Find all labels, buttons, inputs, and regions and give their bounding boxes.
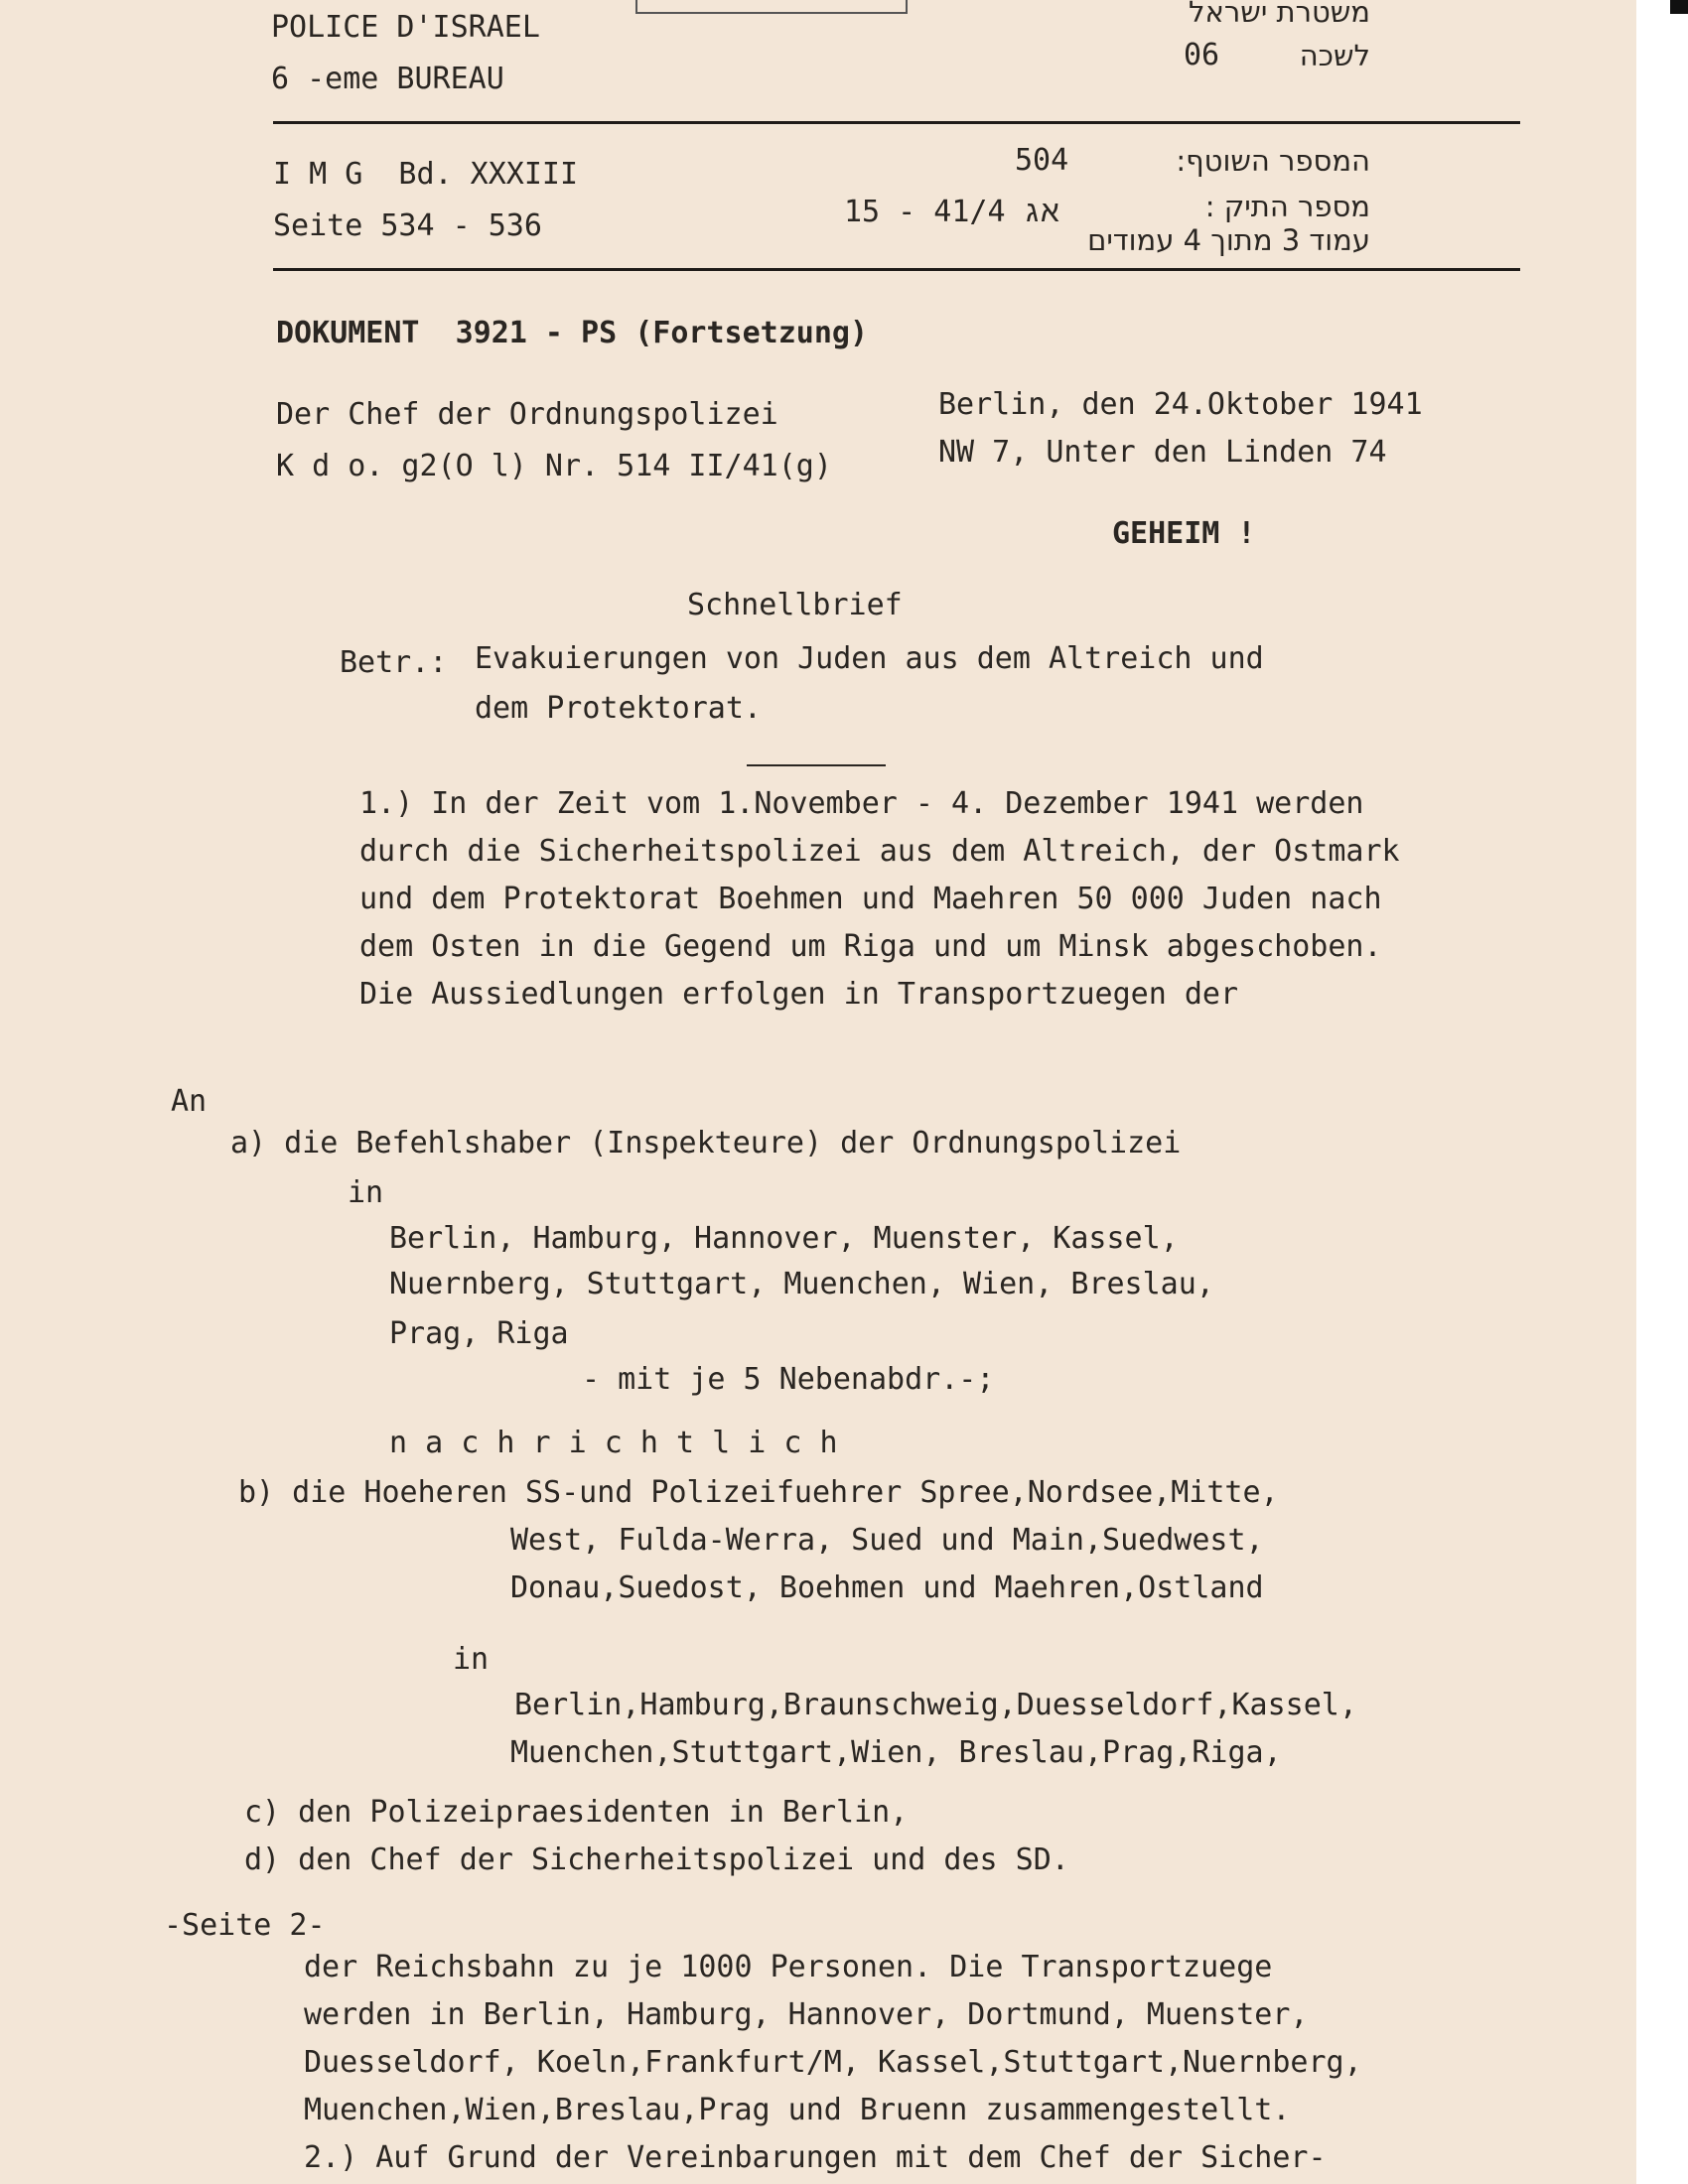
header-rule-top xyxy=(273,121,1520,124)
hebrew-file-label: מספר התיק : xyxy=(1204,190,1370,223)
body-line-5: Die Aussiedlungen erfolgen in Transportzuegen der xyxy=(359,977,1239,1012)
document-title: DOKUMENT 3921 - PS (Fortsetzung) xyxy=(276,316,869,350)
sender-line-1: Der Chef der Ordnungspolizei xyxy=(276,397,778,432)
source-line-2: Seite 534 - 536 xyxy=(273,208,542,243)
file-number: 15 - 41/4 אג xyxy=(844,195,1059,229)
recipient-d: d) den Chef der Sicherheitspolizei und des SD. xyxy=(244,1843,1069,1877)
body-line-1: 1.) In der Zeit vom 1.November - 4. Dezember 1941 werden xyxy=(359,786,1364,821)
recipient-a-cities-2: Nuernberg, Stuttgart, Muenchen, Wien, Breslau, xyxy=(389,1267,1214,1301)
recipient-b-in: in xyxy=(453,1642,490,1677)
recipient-a-cities-1: Berlin, Hamburg, Hannover, Muenster, Kassel, xyxy=(389,1221,1179,1256)
body-line-4: dem Osten in die Gegend um Riga und um Minsk abgeschoben. xyxy=(359,929,1382,964)
scan-corner-mark xyxy=(1670,0,1688,14)
org-line-1: POLICE D'ISRAEL xyxy=(271,10,540,45)
page-2-line-1: der Reichsbahn zu je 1000 Personen. Die Transportzuege xyxy=(304,1950,1273,1984)
sender-line-2: K d o. g2(O l) Nr. 514 II/41(g) xyxy=(276,449,832,483)
page-2-marker: -Seite 2- xyxy=(164,1908,326,1943)
page-2-line-5: 2.) Auf Grund der Vereinbarungen mit dem Chef der Sicher- xyxy=(304,2140,1327,2175)
archive-stamp-box xyxy=(635,0,908,14)
subject-line-1: Evakuierungen von Juden aus dem Altreich und xyxy=(475,641,1264,676)
separator-dash xyxy=(747,764,886,766)
recipient-a: a) die Befehlshaber (Inspekteure) der Ordnungspolizei xyxy=(230,1126,1182,1160)
recipient-a-cities-3: Prag, Riga xyxy=(389,1316,569,1351)
hebrew-page-info: עמוד 3 מתוך 4 עמודים xyxy=(1087,223,1370,257)
recipient-b-line-1: b) die Hoeheren SS-und Polizeifuehrer Spree,Nordsee,Mitte, xyxy=(238,1475,1279,1510)
recipient-b-line-3: Donau,Suedost, Boehmen und Maehren,Ostland xyxy=(510,1570,1264,1605)
bureau-number: 06 xyxy=(1184,38,1220,72)
letter-type: Schnellbrief xyxy=(687,588,903,622)
hebrew-serial-label: המספר השוטף: xyxy=(1176,144,1370,178)
recipient-a-in: in xyxy=(348,1175,384,1210)
subject-label: Betr.: xyxy=(340,645,448,680)
recipient-b-cities-2: Muenchen,Stuttgart,Wien, Breslau,Prag,Riga, xyxy=(510,1735,1282,1770)
date-line: Berlin, den 24.Oktober 1941 xyxy=(938,387,1423,422)
hebrew-org: משטרת ישראל xyxy=(1189,0,1370,29)
org-line-2: 6 -eme BUREAU xyxy=(271,62,504,96)
recipient-b-line-2: West, Fulda-Werra, Sued und Main,Suedwest, xyxy=(510,1523,1264,1558)
classification: GEHEIM ! xyxy=(1112,516,1256,551)
scan-margin xyxy=(1636,0,1688,2184)
header-rule-bottom xyxy=(273,268,1520,271)
an-label: An xyxy=(171,1084,208,1119)
recipient-a-note: - mit je 5 Nebenabdr.-; xyxy=(582,1362,995,1397)
serial-number: 504 xyxy=(1015,143,1069,178)
hebrew-bureau: לשכה xyxy=(1299,39,1370,72)
page-2-line-4: Muenchen,Wien,Breslau,Prag und Bruenn zusammengestellt. xyxy=(304,2093,1291,2127)
page-2-line-2: werden in Berlin, Hamburg, Hannover, Dortmund, Muenster, xyxy=(304,1997,1309,2032)
address-line: NW 7, Unter den Linden 74 xyxy=(938,435,1387,470)
recipient-c: c) den Polizeipraesidenten in Berlin, xyxy=(244,1795,909,1830)
body-line-2: durch die Sicherheitspolizei aus dem Altreich, der Ostmark xyxy=(359,834,1400,869)
subject-line-2: dem Protektorat. xyxy=(475,691,762,726)
source-line-1: I M G Bd. XXXIII xyxy=(273,157,579,192)
body-line-3: und dem Protektorat Boehmen und Maehren 50 000 Juden nach xyxy=(359,882,1382,916)
recipient-b-cities-1: Berlin,Hamburg,Braunschweig,Duesseldorf,Kassel, xyxy=(514,1688,1357,1722)
nachrichtlich-label: n a c h r i c h t l i c h xyxy=(389,1426,838,1460)
page-2-line-3: Duesseldorf, Koeln,Frankfurt/M, Kassel,Stuttgart,Nuernberg, xyxy=(304,2045,1362,2080)
